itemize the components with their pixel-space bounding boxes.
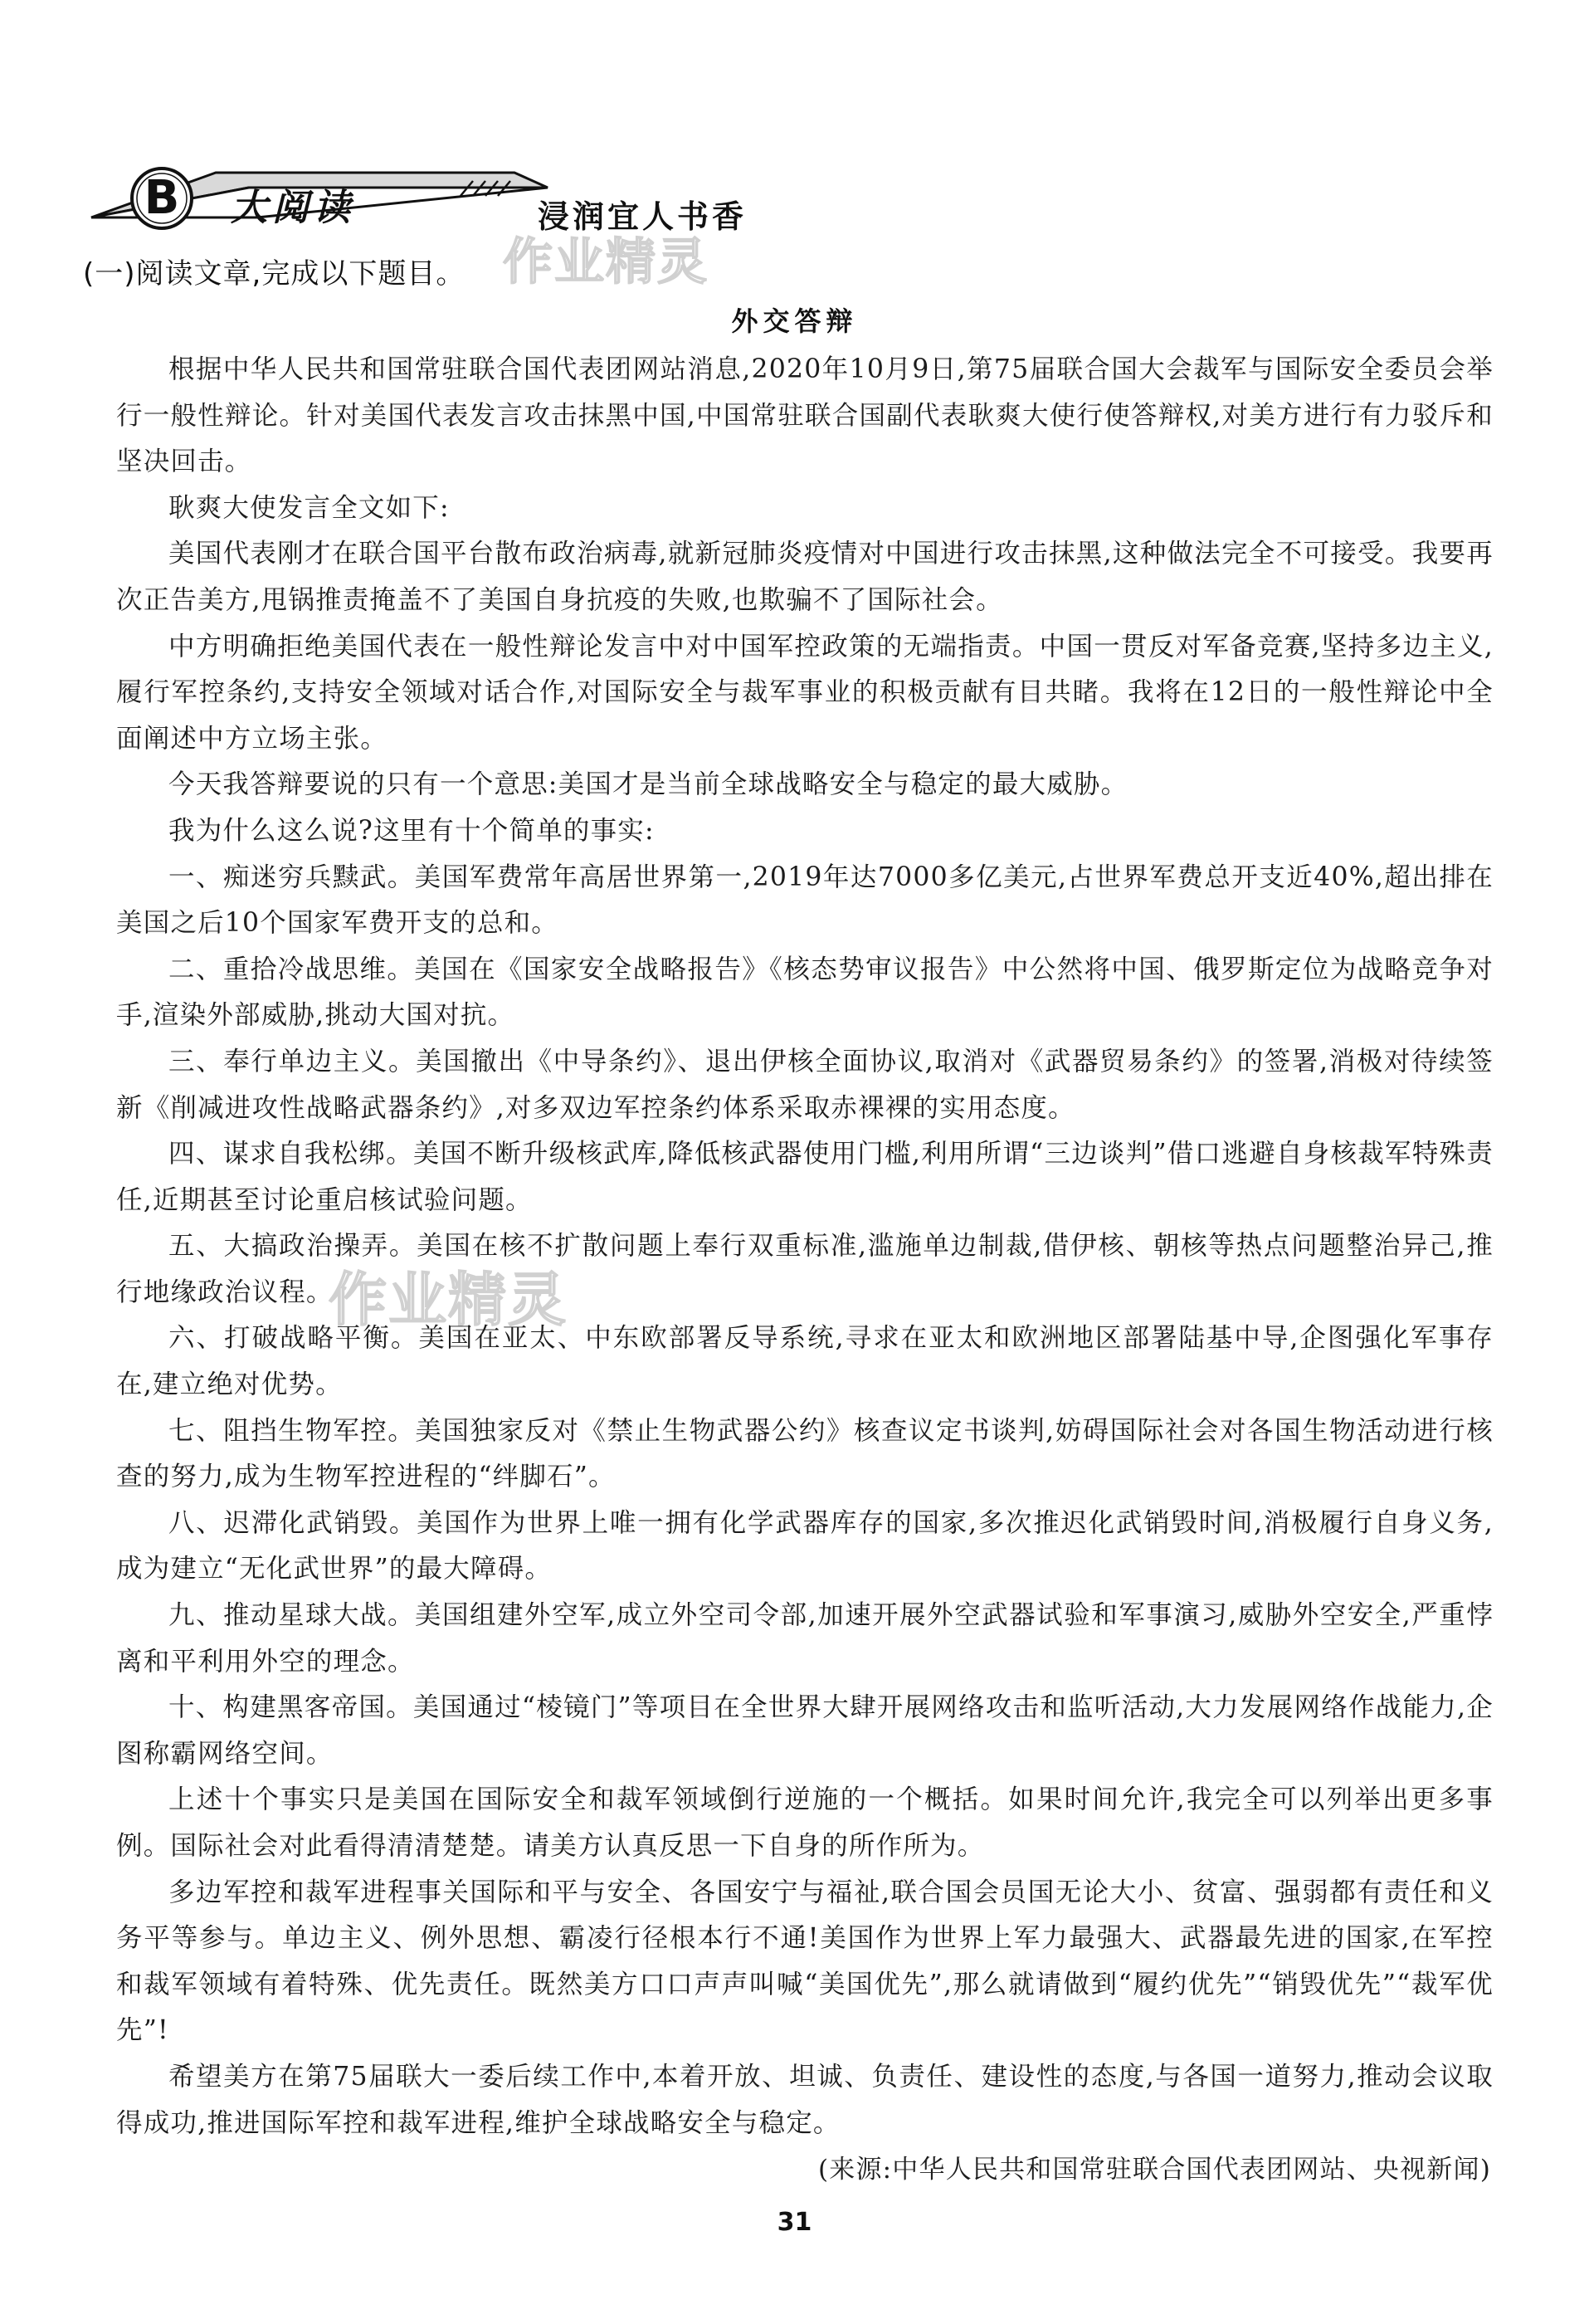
article-paragraph: 根据中华人民共和国常驻联合国代表团网站消息,2020年10月9日,第75届联合国大会裁军与国际安全委员会举行一般性辩论。针对美国代表发言攻击抹黑中国,中国常驻联合国副代表耿爽大使行使答辩权,对美方进行有力驳斥和坚决回击。 bbox=[116, 354, 1494, 477]
watermark: 作业精灵 bbox=[329, 1266, 568, 1334]
article-paragraph: 九、推动星球大战。美国组建外空军,成立外空司令部,加速开展外空武器试验和军事演习,威胁外空安全,严重悖离和平利用外空的理念。 bbox=[116, 1600, 1494, 1677]
section-slogan: 浸润宜人书香 bbox=[538, 198, 748, 235]
article-paragraph: 我为什么这么说?这里有十个简单的事实: bbox=[168, 815, 655, 846]
article-body bbox=[116, 347, 1494, 2146]
article-title: 外交答辩 bbox=[731, 305, 858, 337]
article-source: (来源:中华人民共和国常驻联合国代表团网站、央视新闻) bbox=[817, 2155, 1491, 2185]
article-paragraph: 今天我答辩要说的只有一个意思:美国才是当前全球战略安全与稳定的最大威胁。 bbox=[168, 769, 1128, 800]
section-badge-letter: B bbox=[144, 171, 180, 225]
article-paragraph: 六、打破战略平衡。美国在亚太、中东欧部署反导系统,寻求在亚太和欧洲地区部署陆基中导,企图强化军事存在,建立绝对优势。 bbox=[116, 1323, 1494, 1400]
watermark: 作业精灵 bbox=[503, 233, 709, 291]
article-paragraph: 一、痴迷穷兵黩武。美国军费常年高居世界第一,2019年达7000多亿美元,占世界军费总开支近40%,超出排在美国之后10个国家军费开支的总和。 bbox=[116, 862, 1494, 939]
article-paragraph: 七、阻挡生物军控。美国独家反对《禁止生物武器公约》核查议定书谈判,妨碍国际社会对各国生物活动进行核查的努力,成为生物军控进程的“绊脚石”。 bbox=[116, 1415, 1494, 1492]
article-paragraph: 美国代表刚才在联合国平台散布政治病毒,就新冠肺炎疫情对中国进行攻击抹黑,这种做法完全不可接受。我要再次正告美方,甩锅推责掩盖不了美国自身抗疫的失败,也欺骗不了国际社会。 bbox=[116, 539, 1494, 615]
article-paragraph: 五、大搞政治操弄。美国在核不扩散问题上奉行双重标准,滥施单边制裁,借伊核、朝核等热点问题整治异己,推行地缘政治议程。 bbox=[116, 1231, 1494, 1307]
section-banner bbox=[83, 163, 797, 234]
article-paragraph: 中方明确拒绝美国代表在一般性辩论发言中对中国军控政策的无端指责。中国一贯反对军备竞赛,坚持多边主义,履行军控条约,支持安全领域对话合作,对国际安全与裁军事业的积极贡献有目共睹。我将在12日的一般性辩论中全面阐述中方立场主张。 bbox=[116, 631, 1494, 754]
article-paragraph: 四、谋求自我松绑。美国不断升级核武库,降低核武器使用门槛,利用所谓“三边谈判”借口逃避自身核裁军特殊责任,近期甚至讨论重启核试验问题。 bbox=[116, 1139, 1494, 1215]
article-paragraph: 二、重拾冷战思维。美国在《国家安全战略报告》《核态势审议报告》中公然将中国、俄罗斯定位为战略竞争对手,渲染外部威胁,挑动大国对抗。 bbox=[116, 954, 1494, 1031]
section-title: 大阅读 bbox=[231, 187, 355, 229]
article-paragraph: 耿爽大使发言全文如下: bbox=[168, 492, 450, 523]
article-paragraph: 三、奉行单边主义。美国撤出《中导条约》、退出伊核全面协议,取消对《武器贸易条约》的签署,消极对待续签新《削减进攻性战略武器条约》,对多双边军控条约体系采取赤裸裸的实用态度。 bbox=[116, 1046, 1494, 1123]
article-paragraph: 八、迟滞化武销毁。美国作为世界上唯一拥有化学武器库存的国家,多次推迟化武销毁时间,消极履行自身义务,成为建立“无化武世界”的最大障碍。 bbox=[116, 1507, 1494, 1584]
task-instruction: (一)阅读文章,完成以下题目。 bbox=[83, 257, 465, 290]
article-paragraph: 上述十个事实只是美国在国际安全和裁军领域倒行逆施的一个概括。如果时间允许,我完全可以列举出更多事例。国际社会对此看得清清楚楚。请美方认真反思一下自身的所作所为。 bbox=[116, 1784, 1494, 1861]
page-number: 31 bbox=[777, 2208, 812, 2237]
article-paragraph: 多边军控和裁军进程事关国际和平与安全、各国安宁与福祉,联合国会员国无论大小、贫富、强弱都有责任和义务平等参与。单边主义、例外思想、霸凌行径根本行不通!美国作为世界上军力最强大、武器最先进的国家,在军控和裁军领域有着特殊、优先责任。既然美方口口声声叫喊“美国优先”,那么就请做到“履约优先”“销毁优先”“裁军优先”! bbox=[116, 1877, 1494, 2046]
article-paragraph: 十、构建黑客帝国。美国通过“棱镜门”等项目在全世界大肆开展网络攻击和监听活动,大力发展网络作战能力,企图称霸网络空间。 bbox=[116, 1692, 1494, 1769]
article-paragraph: 希望美方在第75届联大一委后续工作中,本着开放、坦诚、负责任、建设性的态度,与各国一道努力,推动会议取得成功,推进国际军控和裁军进程,维护全球战略安全与稳定。 bbox=[116, 2061, 1494, 2138]
